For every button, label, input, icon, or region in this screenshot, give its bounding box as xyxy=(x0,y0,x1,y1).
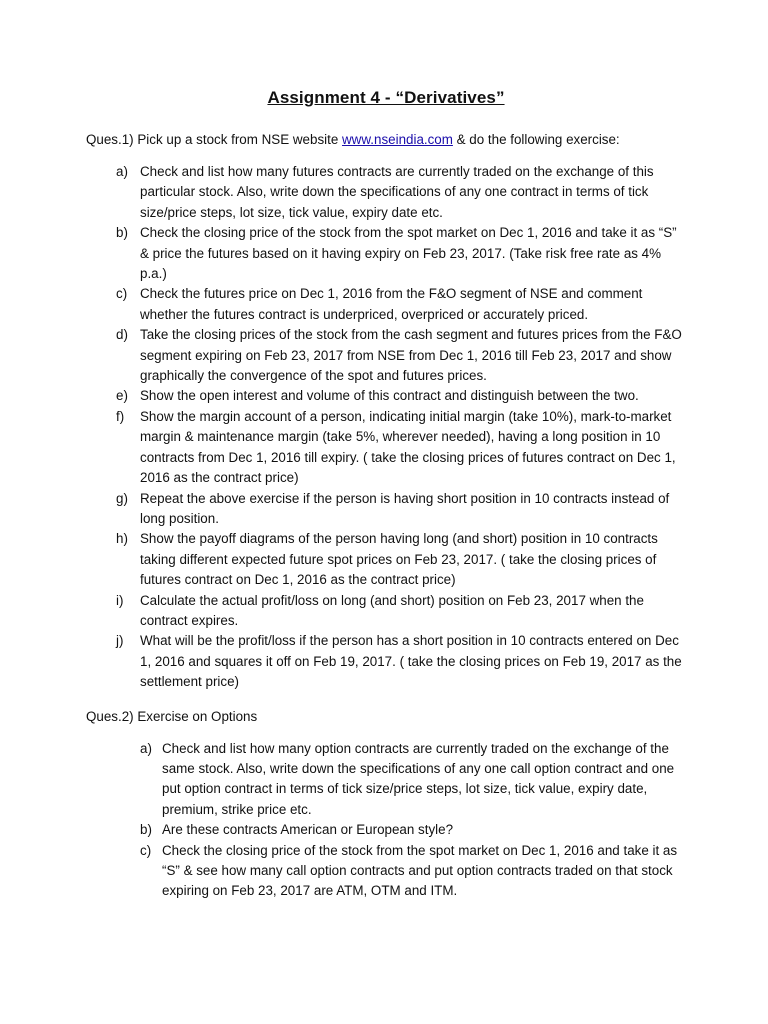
nse-website-link[interactable]: www.nseindia.com xyxy=(342,132,453,147)
question-1-heading xyxy=(86,130,686,150)
list-marker: c) xyxy=(116,286,128,302)
list-marker: a) xyxy=(140,740,152,756)
list-item-text: Check and list how many futures contracts are currently traded on the exchange of this particular stock. Also, write down the specifications of any one contract in terms of tick size/price steps, lot size, tick value, expiry date etc. xyxy=(140,164,654,220)
list-item-text: Are these contracts American or European style? xyxy=(162,822,454,838)
question-2-list xyxy=(86,739,686,902)
question-1-suffix: & do the following exercise: xyxy=(452,132,620,147)
list-marker: i) xyxy=(116,592,124,608)
list-item-text: Check the futures price on Dec 1, 2016 from the F&O segment of NSE and comment whether the futures contract is underpriced, overpriced or accurately priced. xyxy=(140,286,643,322)
list-item-text: Check and list how many option contracts are currently traded on the exchange of the same stock. Also, write down the specifications of any one call option contract and one put option contract in terms of tick size/price steps, lot size, tick value, expiry date, premium, strike price etc. xyxy=(162,740,675,817)
list-item xyxy=(86,284,686,325)
list-item-text: Take the closing prices of the stock from the cash segment and futures prices from the F&O segment expiring on Feb 23, 2017 from NSE from Dec 1, 2016 till Feb 23, 2017 and show graphically the convergence of the spot and futures prices. xyxy=(140,327,682,384)
list-marker: g) xyxy=(116,490,128,506)
list-marker: h) xyxy=(116,531,128,547)
list-item xyxy=(86,631,686,692)
list-item xyxy=(86,386,686,406)
list-marker: d) xyxy=(116,327,128,343)
list-marker: f) xyxy=(116,408,125,424)
question-1-list xyxy=(86,162,686,693)
list-marker: b) xyxy=(116,225,128,241)
question-2-heading: Ques.2) Exercise on Options xyxy=(86,708,258,724)
list-item xyxy=(86,529,686,590)
list-item xyxy=(86,223,686,284)
list-item-text: Show the margin account of a person, indicating initial margin (take 10%), mark-to-market margin & maintenance margin (take 5%, wherever needed), having a long position in 10 contracts from Dec 1, 2016 till expiry. ( take the closing prices of futures contract on Dec 1, 2016 as the contract price) xyxy=(140,408,676,486)
list-item xyxy=(86,162,686,223)
list-marker: e) xyxy=(116,388,128,404)
list-marker: c) xyxy=(140,842,152,858)
list-item-text: Show the open interest and volume of this contract and distinguish between the two. xyxy=(140,388,639,404)
list-item xyxy=(86,820,686,840)
list-item-text: Calculate the actual profit/loss on long (and short) position on Feb 23, 2017 when the contract expires. xyxy=(140,592,644,628)
list-marker: j) xyxy=(116,633,124,649)
list-item xyxy=(86,489,686,530)
list-marker: a) xyxy=(116,164,128,179)
list-item-text: Repeat the above exercise if the person is having short position in 10 contracts instead of long position. xyxy=(140,490,670,526)
list-item xyxy=(86,591,686,632)
list-item xyxy=(86,841,686,902)
document-title: Assignment 4 - “Derivatives” xyxy=(267,88,505,107)
list-item-text: What will be the profit/loss if the person has a short position in 10 contracts entered on Dec 1, 2016 and squares it off on Feb 19, 2017. ( take the closing prices on Feb 19, 2017 as the settlement price) xyxy=(140,633,682,690)
list-item xyxy=(86,739,686,821)
list-marker: b) xyxy=(140,822,152,838)
list-item-text: Check the closing price of the stock from the spot market on Dec 1, 2016 and take it as “S” & price the futures based on it having expiry on Feb 23, 2017. (Take risk free rate as 4% p.a.) xyxy=(140,225,677,282)
list-item-text: Show the payoff diagrams of the person having long (and short) position in 10 contracts taking different expected future spot prices on Feb 23, 2017. ( take the closing prices of futures contract on Dec 1, 2016 as the contract price) xyxy=(140,531,658,588)
list-item xyxy=(86,325,686,386)
list-item xyxy=(86,407,686,489)
list-item-text: Check the closing price of the stock from the spot market on Dec 1, 2016 and take it as “S” & see how many call option contracts and put option contracts traded on that stock expiring on Feb 23, 2017 are ATM, OTM and ITM. xyxy=(162,842,678,899)
question-1-prefix: Ques.1) Pick up a stock from NSE website xyxy=(86,132,343,147)
